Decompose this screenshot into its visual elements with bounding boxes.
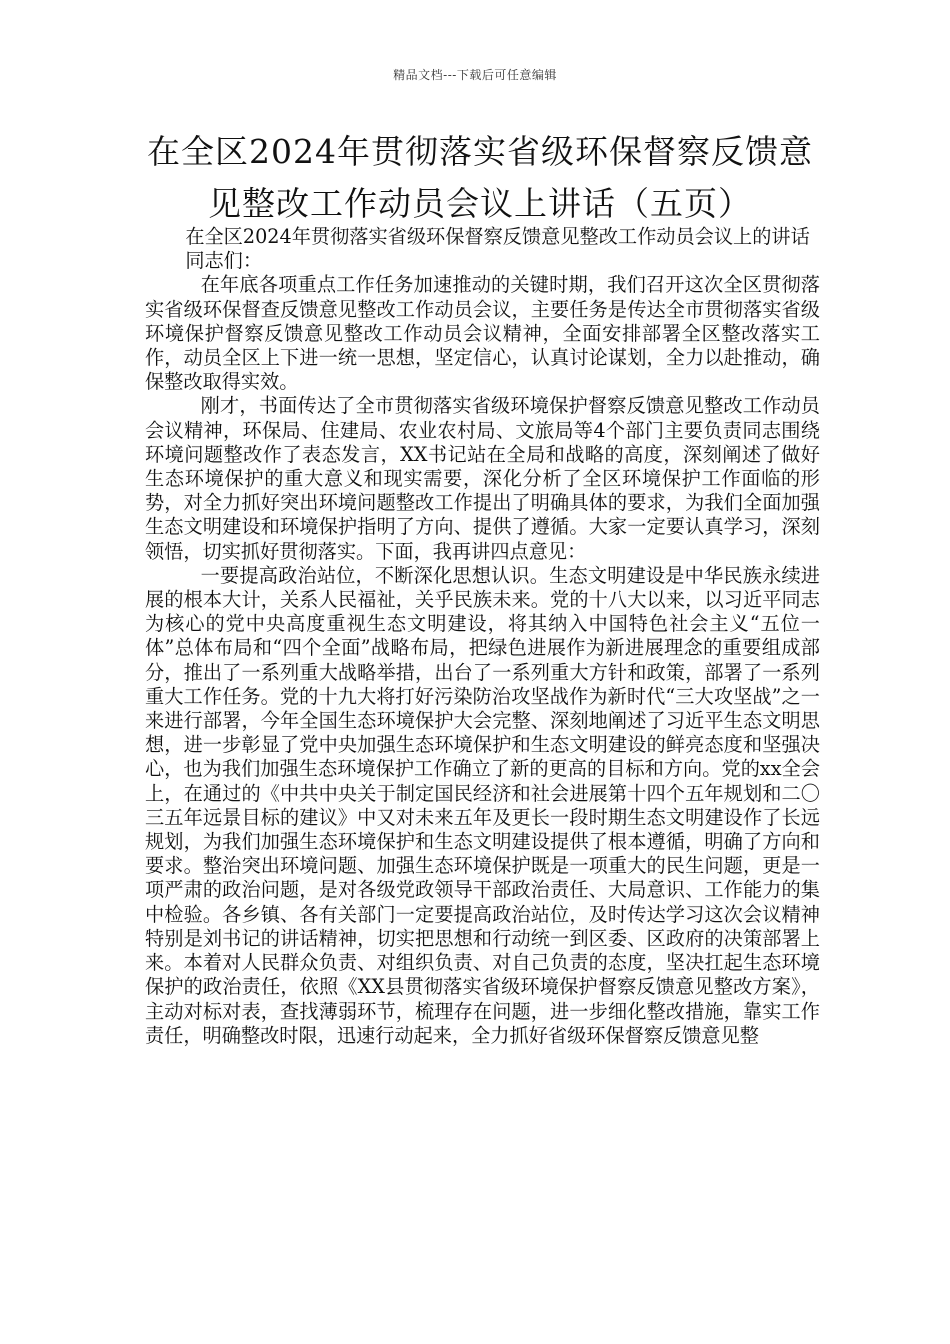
- document-subtitle: 在全区2024年贯彻落实省级环保督察反馈意见整改工作动员会议上的讲话: [185, 225, 810, 248]
- header-note: 精品文档---下载后可任意编辑: [393, 68, 557, 82]
- document-title: 在全区2024年贯彻落实省级环保督察反馈意见整改工作动员会议上讲话（五页）: [147, 132, 813, 223]
- paragraph-1: 在年底各项重点工作任务加速推动的关键时期，我们召开这次全区贯彻落实省级环保督查反馈意见整改工作动员会议，主要任务是传达全市贯彻落实省级环境保护督察反馈意见整改工作动员会议精神，全面安排部署全区整改落实工作，动员全区上下进一统一思想，坚定信心，认真讨论谋划，全力以赴推动，确保整改取得实效。: [145, 273, 820, 394]
- document-body: [145, 225, 820, 1048]
- salutation: 同志们：: [185, 249, 263, 273]
- paragraph-3: 一要提高政治站位，不断深化思想认识。生态文明建设是中华民族永续进展的根本大计，关系人民福祉，关乎民族未来。党的十八大以来，以习近平同志为核心的党中央高度重视生态文明建设，将其纳入中国特色社会主义“五位一体”总体布局和“四个全面”战略布局，把绿色进展作为新进展理念的重要组成部分，推出了一系列重大战略举措，出台了一系列重大方针和政策，部署了一系列重大工作任务。党的十九大将打好污染防治攻坚战作为新时代“三大攻坚战”之一来进行部署，今年全国生态环境保护大会完整、深刻地阐述了习近平生态文明思想，进一步彰显了党中央加强生态环境保护和生态文明建设的鲜亮态度和坚强决心，也为我们加强生态环境保护工作确立了新的更高的目标和方向。党的xx全会上，在通过的《中共中央关于制定国民经济和社会进展第十四个五年规划和二〇三五年远景目标的建议》中又对未来五年及更长一段时期生态文明建设作了长远规划，为我们加强生态环境保护和生态文明建设提供了根本遵循，明确了方向和要求。整治突出环境问题、加强生态环境保护既是一项重大的民生问题，更是一项严肃的政治问题，是对各级党政领导干部政治责任、大局意识、工作能力的集中检验。各乡镇、各有关部门一定要提高政治站位，及时传达学习这次会议精神特别是刘书记的讲话精神，切实把思想和行动统一到区委、区政府的决策部署上来。本着对人民群众负责、对组织负责、对自己负责的态度，坚决扛起生态环境保护的政治责任，依照《XX县贯彻落实省级环境保护督察反馈意见整改方案》，主动对标对表，查找薄弱环节，梳理存在问题，进一步细化整改措施，靠实工作责任，明确整改时限，迅速行动起来，全力抓好省级环保督察反馈意见整: [145, 563, 820, 1047]
- paragraph-2: 刚才，书面传达了全市贯彻落实省级环境保护督察反馈意见整改工作动员会议精神，环保局、住建局、农业农村局、文旅局等4个部门主要负责同志围绕环境问题整改作了表态发言，XX书记站在全局和战略的高度，深刻阐述了做好生态环境保护的重大意义和现实需要，深化分析了全区环境保护工作面临的形势，对全力抓好突出环境问题整改工作提出了明确具体的要求，为我们全面加强生态文明建设和环境保护指明了方向、提供了遵循。大家一定要认真学习，深刻领悟，切实抓好贯彻落实。下面，我再讲四点意见：: [145, 394, 820, 563]
